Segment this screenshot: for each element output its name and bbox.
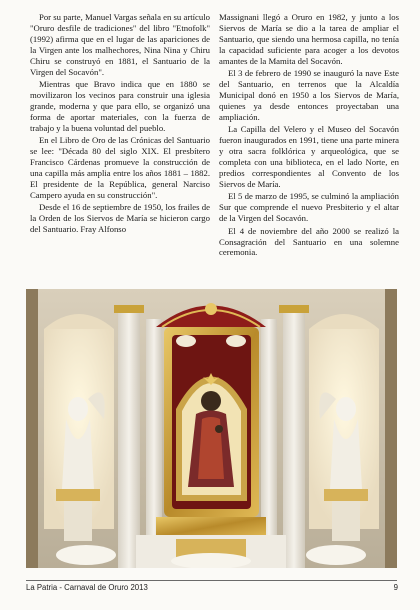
footer-publication: La Patria - Carnaval de Oruro 2013 (26, 583, 148, 592)
paragraph: Desde el 16 de septiembre de 1950, los frailes de la Orden de los Siervos de María se hicieron cargo del Santuario. Fray Alfonso (30, 202, 210, 234)
article-body (30, 12, 399, 287)
article-right-column (219, 12, 399, 287)
paragraph-continued: Massignani llegó a Oruro en 1982, y junto a los Siervos de María se dio a la tarea de ampliar el Santuario, que siendo una hermosa capilla, no tenía la capacidad suficiente para acoger a los devotos amantes de la Mamita del Socavón. (219, 12, 399, 66)
altar-illustration (26, 289, 397, 568)
paragraph: Mientras que Bravo indica que en 1880 se movilizaron los vecinos para construir una iglesia grande, moderna y que para ello, se organizó una forma de aportar materiales, con la fuerza de trabajo y la buena voluntad del pueblo. (30, 79, 210, 133)
footer-rule (26, 580, 397, 581)
paragraph: El 5 de marzo de 1995, se culminó la ampliación Sur que comprende el nuevo Presbiterio y el altar de la Virgen del Socavón. (219, 191, 399, 224)
altar-photo (26, 289, 397, 568)
paragraph: En el Libro de Oro de las Crónicas del Santuario se lee: "Década 80 del siglo XIX. El presbítero Francisco Cárdenas promueve la construcción de una capilla más amplia entre los años 1881 – 1882. El presidente de la República, general Narciso Campero ayuda en su construcción". (30, 135, 210, 200)
paragraph: La Capilla del Velero y el Museo del Socavón fueron inaugurados en 1991, tiene una parte minera y otra sacra folklórica y arqueológica, que se completa con una biblioteca, en el lado Norte, en predios correspondientes al Convento de los Siervos de María. (219, 124, 399, 189)
article-left-column (30, 12, 210, 287)
paragraph: Por su parte, Manuel Vargas señala en su artículo "Oruro desfile de tradiciones" del libro "Etnofolk" (1992) afirma que en el lugar de las apariciones de la Virgen ante los malhechores, Nina Nina y Chiru Chiru se construyó en 1881, el Santuario de la Virgen del Socavón". (30, 12, 210, 77)
paragraph: El 4 de noviembre del año 2000 se realizó la Consagración del Santuario en una solemne ceremonia. (219, 225, 399, 258)
page-number: 9 (393, 583, 398, 592)
paragraph: El 3 de febrero de 1990 se inauguró la nave Este del Santuario, en terrenos que la Alcaldía Municipal donó en 1950 a los Siervos de María, quienes ya desde entonces proyectaban una ampliación. (219, 68, 399, 122)
